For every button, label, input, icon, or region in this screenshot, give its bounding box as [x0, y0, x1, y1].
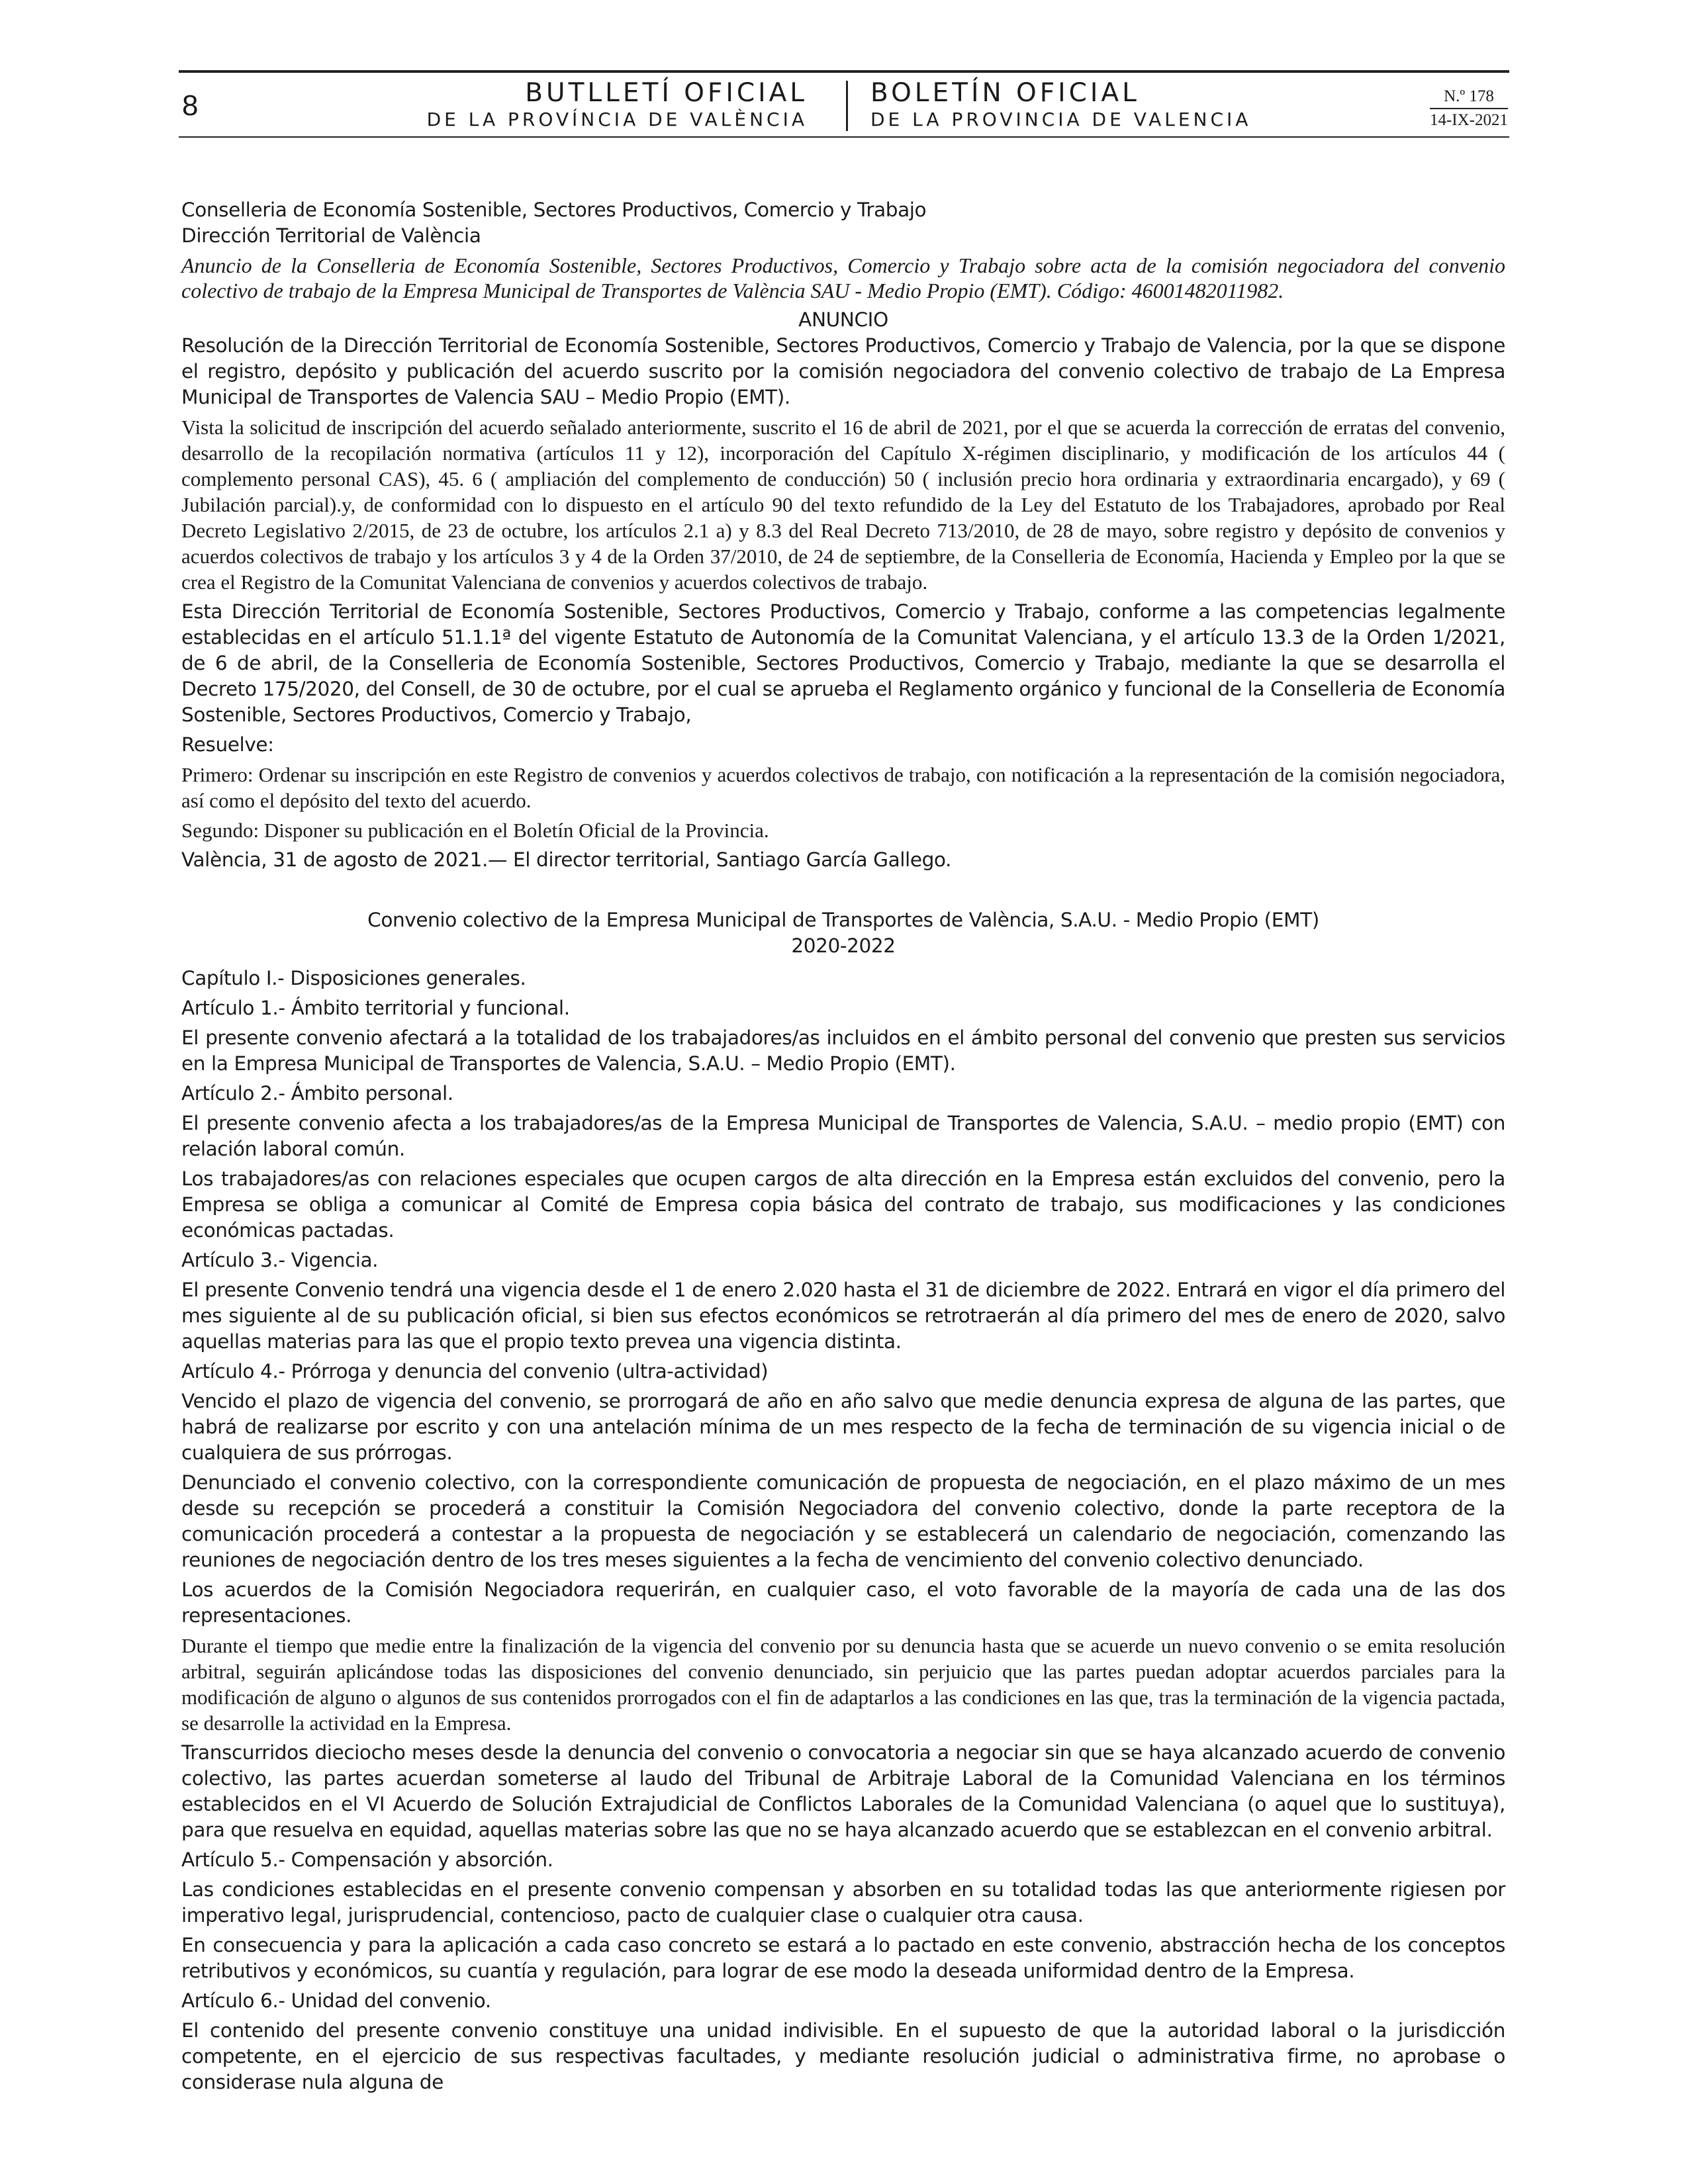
signature-line: València, 31 de agosto de 2021.— El director territorial, Santiago García Gallego. — [181, 848, 952, 871]
primero-paragraph: Primero: Ordenar su inscripción en este Registro de convenios y acuerdos colectivos de trabajo, con notificación a la representación de la comisión negociadora, así como el depósito del texto del acuerdo. — [181, 763, 1505, 812]
resuelve-label: Resuelve: — [181, 733, 274, 756]
header-right-title: BOLETÍN OFICIAL — [870, 78, 1140, 108]
article-paragraph: Vencido el plazo de vigencia del convenio, se prorrogará de año en año salvo que medie denuncia expresa de alguna de las partes, que habrá de realizarse por escrito y con una antelación mínima de un mes respecto de la fecha de terminación de su vigencia inicial o de cualquiera de sus prórrogas. — [181, 1390, 1505, 1464]
organization-line-1: Conselleria de Economía Sostenible, Sectores Productivos, Comercio y Trabajo — [181, 199, 927, 221]
header-left-subtitle: DE LA PROVÍNCIA DE VALÈNCIA — [426, 109, 808, 130]
article-paragraph: El presente Convenio tendrá una vigencia desde el 1 de enero 2.020 hasta el 31 de diciembre de 2022. Entrará en vigor el día primero del mes siguiente al de su publicación oficial, si bien sus efectos económicos se retrotraerán al día primero del mes de enero de 2020, salvo aquellas materias para las que el propio texto prevea una vigencia distinta. — [181, 1279, 1505, 1353]
document-body — [181, 197, 1505, 2095]
article-paragraph: Denunciado el convenio colectivo, con la correspondiente comunicación de propuesta de negociación, en el plazo máximo de un mes desde su recepción se procederá a constituir la Comisión Negociadora del convenio colectivo, donde la parte receptora de la comunicación procederá a contestar a la propuesta de negociación y se establecerá un calendario de negociación, comenzando las reuniones de negociación dentro de los tres meses siguientes a la fecha de vencimiento del convenio colectivo denunciado. — [181, 1471, 1505, 1571]
article-heading: Artículo 3.- Vigencia. — [181, 1249, 379, 1271]
header-bottom-rule — [179, 136, 1509, 138]
issue-number: N.º 178 — [1430, 87, 1508, 109]
header-valencian-title — [427, 78, 808, 131]
article-heading: Artículo 2.- Ámbito personal. — [181, 1082, 453, 1105]
article-paragraph: El contenido del presente convenio constituye una unidad indivisible. En el supuesto de que la autoridad laboral o la jurisdicción competente, en el ejercicio de sus respectivas facultades, y mediante resolución judicial o administrativa firme, no aprobase o considerase nula alguna de — [181, 2019, 1505, 2093]
convenio-years: 2020-2022 — [791, 934, 896, 957]
article-paragraph: El presente convenio afectará a la totalidad de los trabajadores/as incluidos en el ámbito personal del convenio que presten sus servicios en la Empresa Municipal de Transportes de Valencia, S.A.U. – Medio Propio (EMT). — [181, 1026, 1505, 1075]
vista-paragraph: Vista la solicitud de inscripción del acuerdo señalado anteriormente, suscrito el 16 de abril de 2021, por el que se acuerda la corrección de erratas del convenio, desarrollo de la recopilación normativa (artículos 11 y 12), incorporación del Capítulo X-régimen disciplinario, y modificación de los artículos 44 ( complemento personal CAS), 45. 6 ( ampliación del complemento de conducción) 50 ( inclusión precio hora ordinaria y extraordinaria encargado), y 69 ( Jubilación parcial).y, de conformidad con lo dispuesto en el artículo 90 del texto refundido de la Ley del Estatuto de los Trabajadores, aprobado por Real Decreto Legislativo 2/2015, de 23 de octubre, los artículos 2.1 a) y 8.3 del Real Decreto 713/2010, de 28 de mayo, sobre registro y depósito de convenios y acuerdos colectivos de trabajo y los artículos 3 y 4 de la Orden 37/2010, de 24 de septiembre, de la Conselleria de Economía, Hacienda y Empleo por la que se crea el Registro de la Comunitat Valenciana de convenios y acuerdos colectivos de trabajo. — [181, 416, 1505, 594]
header-spanish-title — [870, 78, 1251, 131]
article-heading: Artículo 1.- Ámbito territorial y funcional. — [181, 997, 570, 1019]
header-separator — [846, 81, 848, 131]
announcement-summary: Anuncio de la Conselleria de Economía Sostenible, Sectores Productivos, Comercio y Trabajo sobre acta de la comisión negociadora del convenio colectivo de trabajo de la Empresa Municipal de Transportes de València SAU - Medio Propio (EMT). Código: 46001482011982. — [181, 253, 1505, 302]
header-left-title: BUTLLETÍ OFICIAL — [525, 78, 808, 108]
article-paragraph: Transcurridos dieciocho meses desde la denuncia del convenio o convocatoria a negociar sin que se haya alcanzado acuerdo de convenio colectivo, las partes acuerdan someterse al laudo del Tribunal de Arbitraje Laboral de la Comunidad Valenciana en los términos establecidos en el VI Acuerdo de Solución Extrajudicial de Conflictos Laborales de la Comunidad Valenciana (o aquel que lo sustituya), para que resuelva en equidad, aquellas materias sobre las que no se haya alcanzado acuerdo que se establezcan en el convenio arbitral. — [181, 1741, 1505, 1841]
header-top-rule — [179, 70, 1509, 73]
header-right-subtitle: DE LA PROVINCIA DE VALENCIA — [870, 109, 1252, 130]
issue-box — [1430, 87, 1508, 130]
page-number: 8 — [182, 89, 199, 122]
segundo-paragraph: Segundo: Disponer su publicación en el Boletín Oficial de la Provincia. — [181, 819, 769, 842]
anuncio-heading: ANUNCIO — [798, 308, 888, 331]
article-paragraph: Los trabajadores/as con relaciones especiales que ocupen cargos de alta dirección en la Empresa están excluidos del convenio, pero la Empresa se obliga a comunicar al Comité de Empresa copia básica del contrato de trabajo, sus modificaciones y las condiciones económicas pactadas. — [181, 1167, 1505, 1242]
article-paragraph: Las condiciones establecidas en el presente convenio compensan y absorben en su totalidad todas las que anteriormente rigiesen por imperativo legal, jurisprudencial, contencioso, pacto de cualquier clase o cualquier otra causa. — [181, 1878, 1505, 1927]
competence-paragraph: Esta Dirección Territorial de Economía Sostenible, Sectores Productivos, Comercio y Trabajo, conforme a las competencias legalmente establecidas en el artículo 51.1.1ª del vigente Estatuto de Autonomía de la Comunitat Valenciana, y el artículo 13.3 de la Orden 1/2021, de 6 de abril, de la Conselleria de Economía Sostenible, Sectores Productivos, Comercio y Trabajo, mediante la que se desarrolla el Decreto 175/2020, del Consell, de 30 de octubre, por el cual se aprueba el Reglamento orgánico y funcional de la Conselleria de Economía Sostenible, Sectores Productivos, Comercio y Trabajo, — [181, 600, 1505, 726]
convenio-title: Convenio colectivo de la Empresa Municipal de Transportes de València, S.A.U. - Medio Propio (EMT) — [367, 909, 1319, 931]
article-paragraph: Durante el tiempo que medie entre la finalización de la vigencia del convenio por su denuncia hasta que se acuerde un nuevo convenio o se emita resolución arbitral, seguirán aplicándose todas las disposiciones del convenio denunciado, sin perjuicio que las partes puedan adoptar acuerdos parciales para la modificación de alguno o algunos de sus contenidos prorrogados con el fin de adaptarlos a las condiciones en las que, tras la terminación de la vigencia pactada, se desarrolle la actividad en la Empresa. — [181, 1634, 1505, 1735]
article-paragraph: Los acuerdos de la Comisión Negociadora requerirán, en cualquier caso, el voto favorable de la mayoría de cada una de las dos representaciones. — [181, 1578, 1505, 1627]
article-heading: Artículo 4.- Prórroga y denuncia del convenio (ultra-actividad) — [181, 1360, 769, 1383]
organization-line-2: Dirección Territorial de València — [181, 224, 481, 247]
article-paragraph: En consecuencia y para la aplicación a cada caso concreto se estará a lo pactado en este convenio, abstracción hecha de los conceptos retributivos y económicos, su cuantía y regulación, para lograr de ese modo la deseada uniformidad dentro de la Empresa. — [181, 1934, 1505, 1982]
article-heading: Artículo 6.- Unidad del convenio. — [181, 1989, 491, 2012]
article-paragraph: El presente convenio afecta a los trabajadores/as de la Empresa Municipal de Transportes de Valencia, S.A.U. – medio propio (EMT) con relación laboral común. — [181, 1112, 1505, 1160]
chapter-heading: Capítulo I.- Disposiciones generales. — [181, 967, 526, 989]
resolution-paragraph: Resolución de la Dirección Territorial de Economía Sostenible, Sectores Productivos, Comercio y Trabajo de Valencia, por la que se dispone el registro, depósito y publicación del acuerdo suscrito por la comisión negociadora del convenio colectivo de trabajo de La Empresa Municipal de Transportes de Valencia SAU – Medio Propio (EMT). — [181, 334, 1505, 408]
issue-date: 14-IX-2021 — [1429, 111, 1508, 129]
article-heading: Artículo 5.- Compensación y absorción. — [181, 1848, 553, 1871]
